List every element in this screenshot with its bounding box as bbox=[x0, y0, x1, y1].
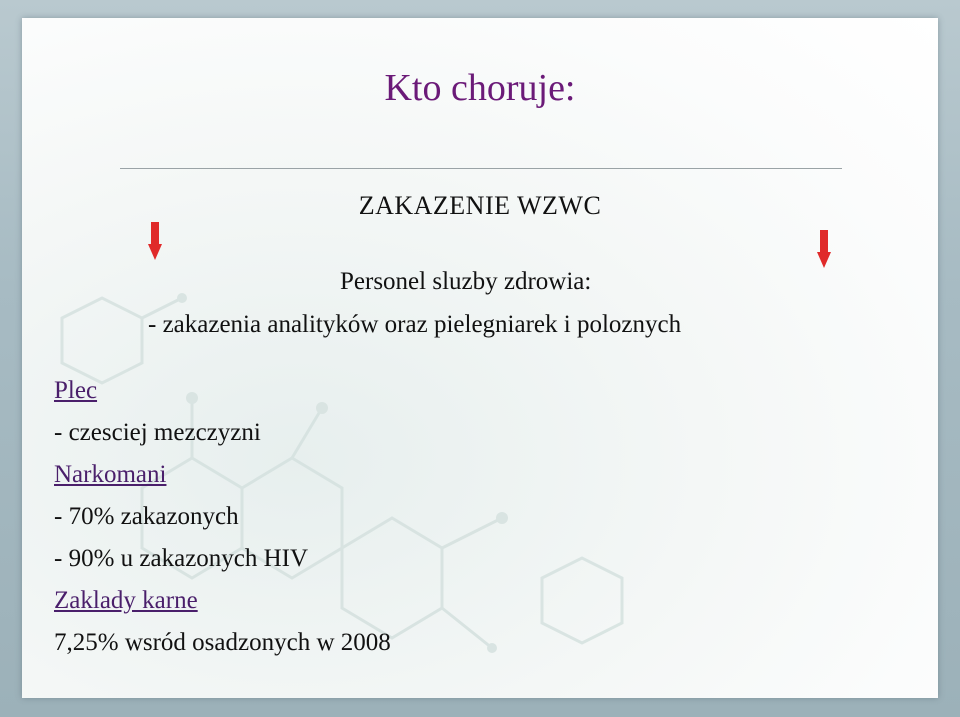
arrow-down-icon bbox=[148, 222, 162, 260]
category-link[interactable]: Narkomani bbox=[54, 461, 167, 488]
list-item: 7,25% wsród osadzonych w 2008 bbox=[54, 629, 391, 656]
list-item: - 90% u zakazonych HIV bbox=[54, 545, 309, 572]
subheading: Personel sluzby zdrowia: bbox=[340, 268, 592, 295]
category-link[interactable]: Zaklady karne bbox=[54, 587, 198, 614]
slide-heading: ZAKAZENIE WZWC bbox=[358, 191, 602, 220]
category-link[interactable]: Plec bbox=[54, 377, 98, 404]
slide bbox=[22, 18, 938, 698]
divider bbox=[120, 168, 842, 169]
subline: - zakazenia analityków oraz pielegniarek i poloznych bbox=[148, 311, 682, 338]
arrow-down-icon bbox=[817, 230, 831, 268]
list-item: - czesciej mezczyzni bbox=[54, 419, 261, 446]
slide-title: Kto choruje: bbox=[384, 67, 576, 109]
list-item: - 70% zakazonych bbox=[54, 503, 239, 530]
